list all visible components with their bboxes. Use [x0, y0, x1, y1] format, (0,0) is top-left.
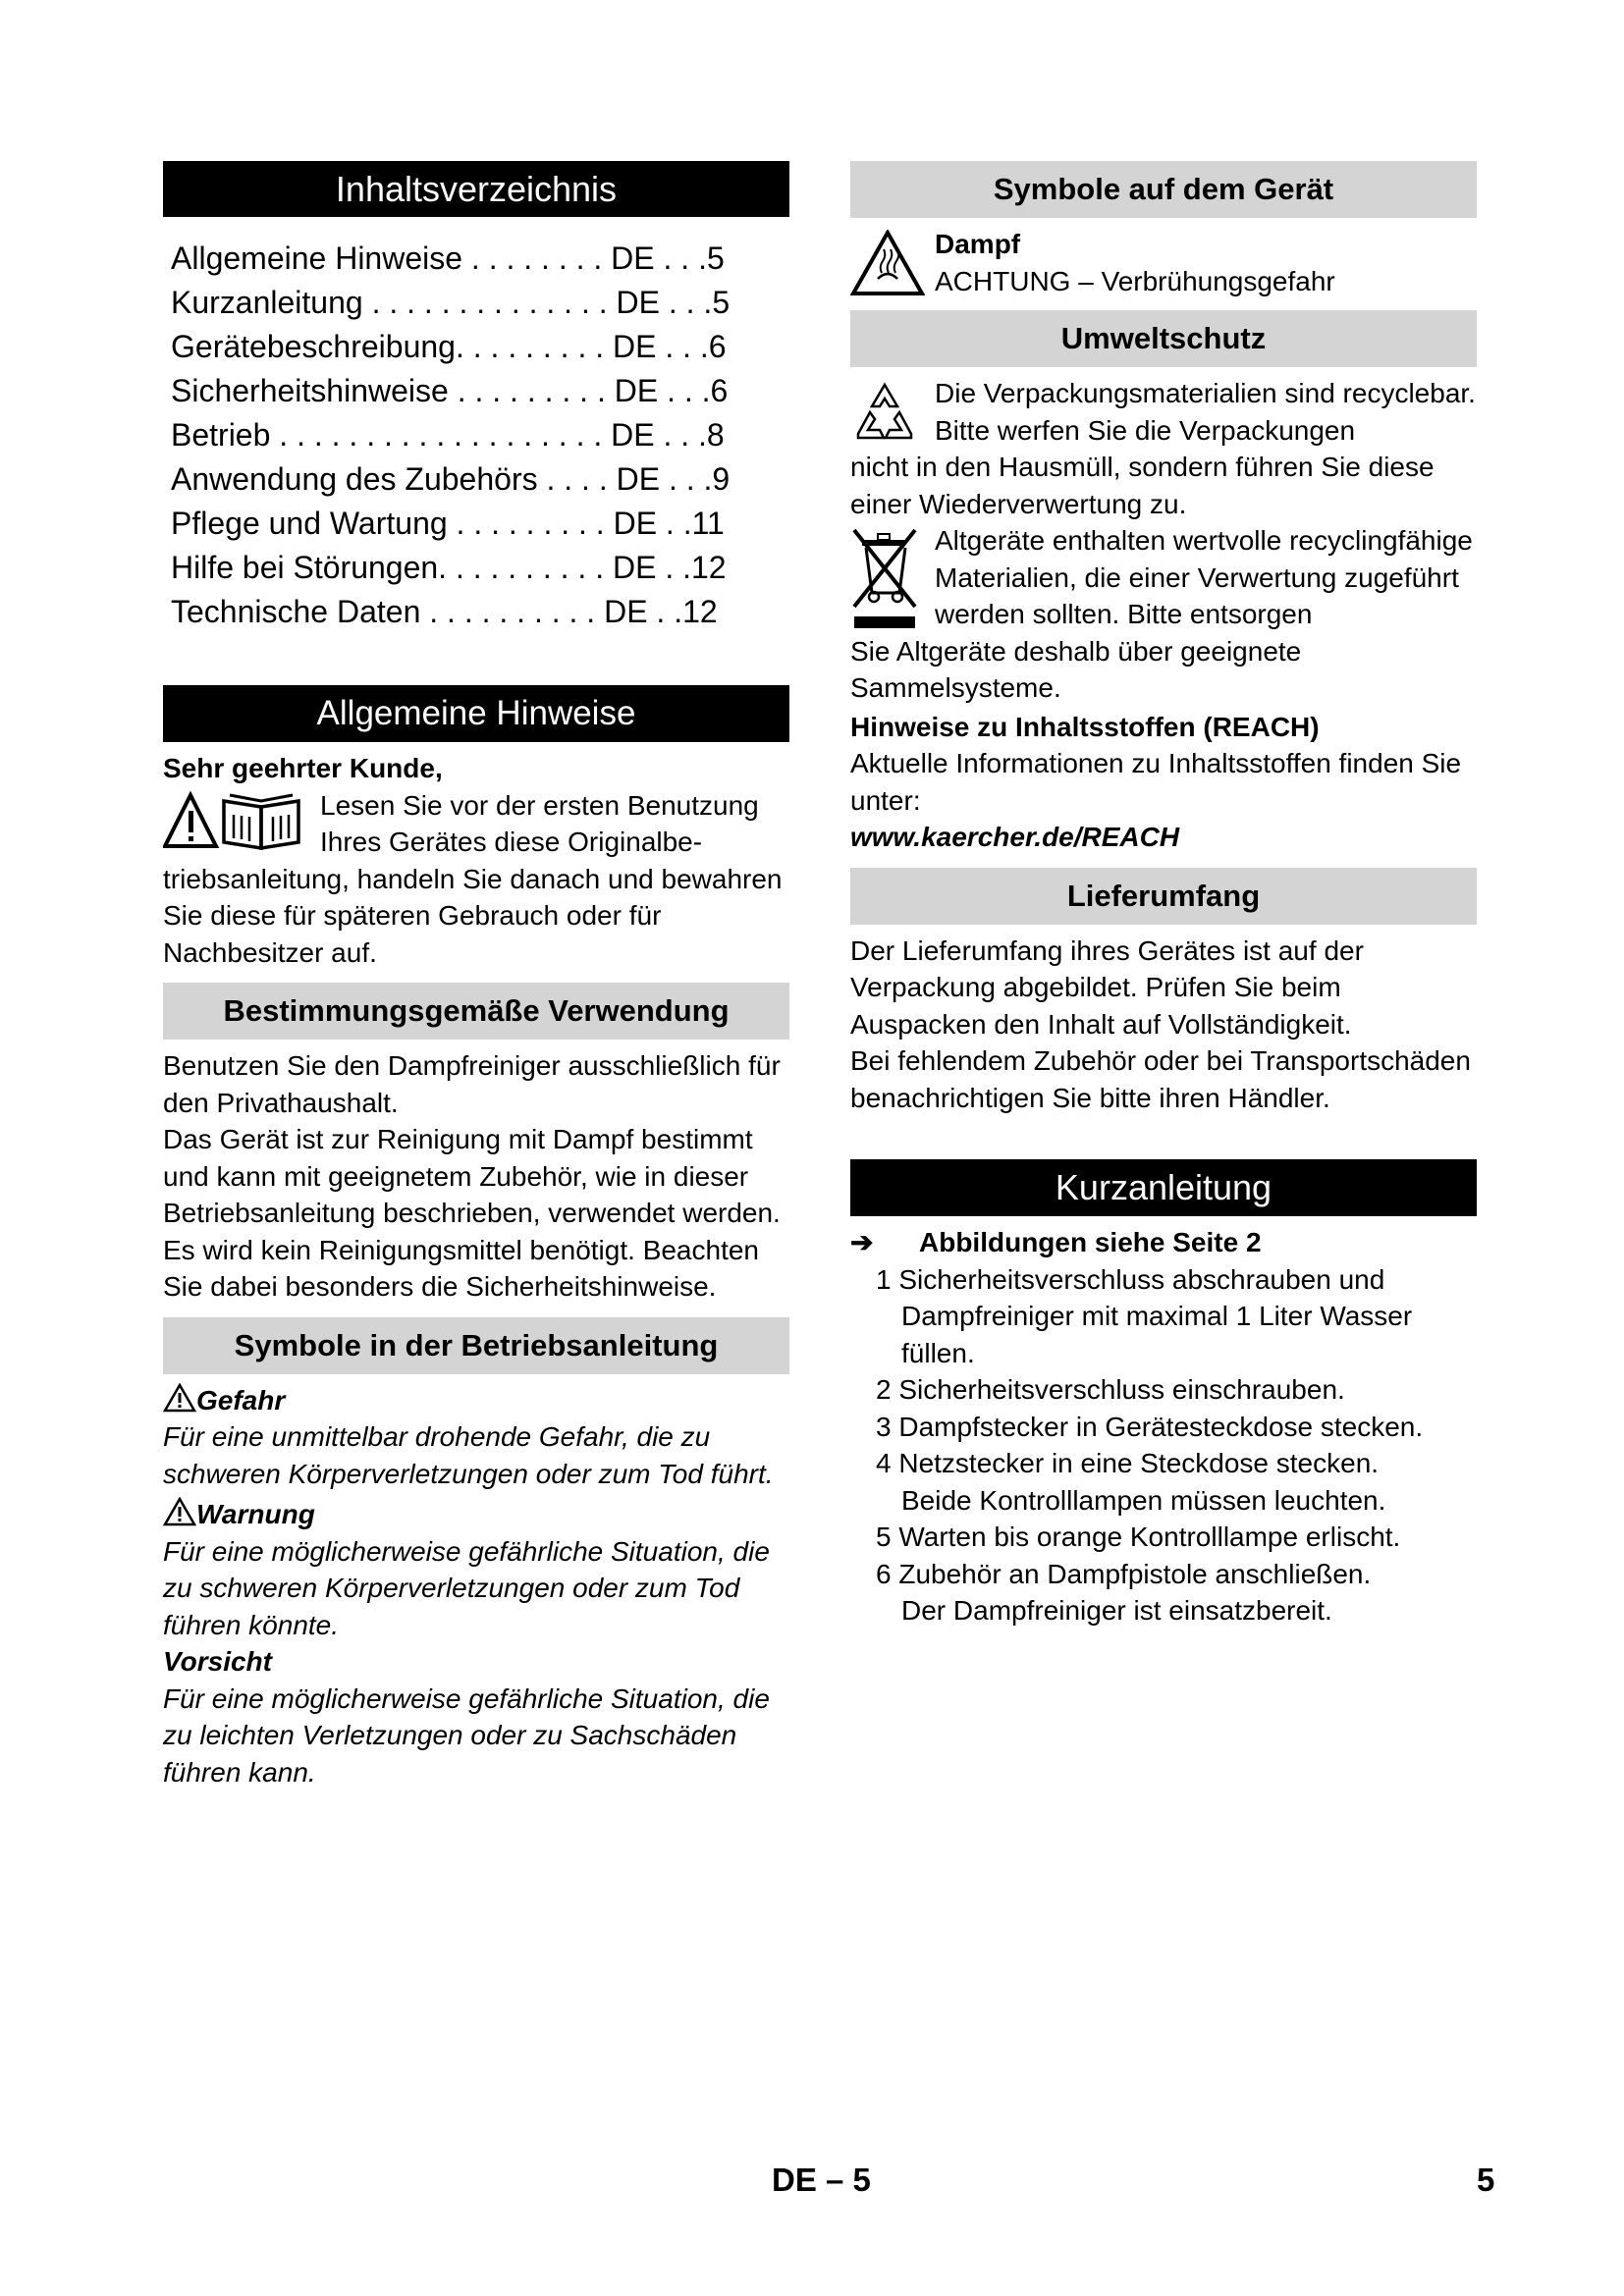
weee-indent-text: Altgeräte enthalten wertvolle recyclingfähige Materialien, die einer Verwertung zugeführt werden sollten. Bitte entsorgen — [935, 525, 1473, 629]
step-item: 4 Netzstecker in eine Steckdose stecken. — [876, 1448, 1380, 1478]
dampf-label: Dampf — [935, 229, 1021, 259]
toc-item[interactable]: Anwendung des Zubehörs . . . . DE . . .9 — [171, 461, 731, 497]
notice-text: triebsanleitung, handeln Sie danach und bewahren Sie diese für späteren Gebrauch oder für Nachbesitzer auf. — [163, 863, 783, 968]
gefahr-label-row — [163, 1382, 789, 1419]
table-of-contents — [163, 237, 789, 634]
symbole-ba-heading: Symbole in der Betriebsanleitung — [163, 1317, 789, 1374]
read-manual-notice — [163, 787, 789, 972]
toc-item[interactable]: Allgemeine Hinweise . . . . . . . . DE . . .5 — [171, 240, 725, 276]
weee-notice — [850, 522, 1477, 707]
gefahr-text: Für eine unmittelbar drohende Gefahr, die zu schweren Körperverletzungen oder zum Tod führt. — [163, 1421, 774, 1489]
reach-text: Aktuelle Informationen zu Inhaltsstoffen finden Sie unter: — [850, 748, 1462, 816]
recycle-notice — [850, 375, 1477, 522]
warnung-text: Für eine möglicherweise gefährliche Situation, die zu schweren Körperverletzungen oder zum Tod führen könnte. — [163, 1535, 770, 1640]
bestimmung-p1: Benutzen Sie den Dampfreiniger ausschließlich für den Privathaushalt. — [163, 1050, 781, 1118]
dampf-symbol-row — [850, 226, 1477, 298]
gefahr-label: Gefahr — [196, 1384, 286, 1415]
dampf-text: ACHTUNG – Verbrühungsgefahr — [935, 265, 1335, 296]
warning-triangle-icon — [163, 1497, 196, 1526]
lieferumfang-p1: Der Lieferumfang ihres Gerätes ist auf der Verpackung abgebildet. Prüfen Sie beim Auspacken den Inhalt auf Vollständigkeit. — [850, 934, 1364, 1040]
toc-item[interactable]: Sicherheitshinweise . . . . . . . . . DE . . .6 — [171, 373, 729, 408]
toc-item[interactable]: Technische Daten . . . . . . . . . . DE . .12 — [171, 594, 718, 629]
toc-item[interactable]: Betrieb . . . . . . . . . . . . . . . . . . . DE . . .8 — [171, 417, 725, 453]
footer-section-label: DE – 5 — [772, 2162, 871, 2198]
recycle-text: nicht in den Hausmüll, sondern führen Sie diese einer Wiederverwertung zu. — [850, 452, 1435, 519]
lieferumfang-heading: Lieferumfang — [850, 868, 1477, 925]
allgemeine-heading: Allgemeine Hinweise — [163, 685, 789, 742]
step-item: 1 Sicherheitsverschluss abschrauben und Dampfreiniger mit maximal 1 Liter Wasser füllen. — [876, 1263, 1413, 1368]
step-sub-text: Beide Kontrolllampen müssen leuchten. — [901, 1484, 1386, 1516]
crossed-out-bin-icon — [850, 524, 921, 632]
vorsicht-label: Vorsicht — [163, 1646, 272, 1677]
step-item: 6 Zubehör an Dampfpistole anschließen. — [876, 1558, 1372, 1589]
left-column — [163, 161, 789, 1790]
bestimmung-p2: Das Gerät ist zur Reinigung mit Dampf bestimmt und kann mit geeignetem Zubehör, wie in dieser Betriebsanleitung beschrieben, verwendet werden. Es wird kein Reinigungsmittel benötigt. Beachten Sie dabei besonders die Sicherheitshinweise. — [163, 1124, 781, 1302]
warnung-label-row — [163, 1496, 789, 1533]
reach-title: Hinweise zu Inhaltsstoffen (REACH) — [850, 711, 1320, 742]
toc-item[interactable]: Kurzanleitung . . . . . . . . . . . . . . DE . . .5 — [171, 285, 731, 320]
step-item: 3 Dampfstecker in Gerätesteckdose stecken. — [876, 1411, 1424, 1442]
step-item: 5 Warten bis orange Kontrolllampe erlischt. — [876, 1522, 1401, 1552]
salutation: Sehr geehrter Kunde, — [163, 753, 443, 783]
toc-item[interactable]: Pflege und Wartung . . . . . . . . . DE . .11 — [171, 506, 725, 541]
bestimmung-heading: Bestimmungsgemäße Verwendung — [163, 983, 789, 1040]
hot-steam-icon — [850, 230, 925, 296]
warning-manual-icon — [163, 791, 310, 852]
warning-triangle-icon — [163, 1383, 196, 1413]
warnung-label: Warnung — [196, 1499, 315, 1529]
step-item: 2 Sicherheitsverschluss einschrauben. — [876, 1374, 1345, 1405]
umweltschutz-heading: Umweltschutz — [850, 310, 1477, 367]
figure-reference-text: Abbildungen siehe Seite 2 — [919, 1227, 1262, 1257]
toc-heading: Inhaltsverzeichnis — [163, 161, 789, 217]
recycle-indent-text: Die Verpackungsmaterialien sind recyclebar. Bitte werfen Sie die Verpackungen — [935, 378, 1476, 446]
weee-text: Sie Altgeräte deshalb über geeignete Sammelsysteme. — [850, 635, 1302, 703]
symbole-geraet-heading: Symbole auf dem Gerät — [850, 161, 1477, 218]
right-column — [850, 161, 1477, 1629]
toc-item[interactable]: Gerätebeschreibung. . . . . . . . . DE . . .6 — [171, 329, 727, 364]
vorsicht-text: Für eine möglicherweise gefährliche Situation, die zu leichten Verletzungen oder zu Sachschäden führen kann. — [163, 1682, 770, 1788]
lieferumfang-p2: Bei fehlendem Zubehör oder bei Transportschäden benachrichtigen Sie bitte ihren Händler. — [850, 1045, 1471, 1113]
step-sub-text: Der Dampfreiniger ist einsatzbereit. — [901, 1595, 1332, 1626]
recycle-icon — [850, 379, 919, 444]
page-number: 5 — [1477, 2162, 1495, 2198]
notice-indent-text: Lesen Sie vor der ersten Benutzung Ihres Gerätes diese Originalbe- — [320, 789, 759, 857]
reach-link[interactable]: www.kaercher.de/REACH — [850, 822, 1180, 852]
arrow-right-icon: ➔ — [850, 1227, 874, 1257]
kurzanleitung-heading: Kurzanleitung — [850, 1159, 1477, 1216]
figure-reference — [850, 1224, 1477, 1261]
toc-item[interactable]: Hilfe bei Störungen. . . . . . . . . . DE . .12 — [171, 550, 727, 585]
